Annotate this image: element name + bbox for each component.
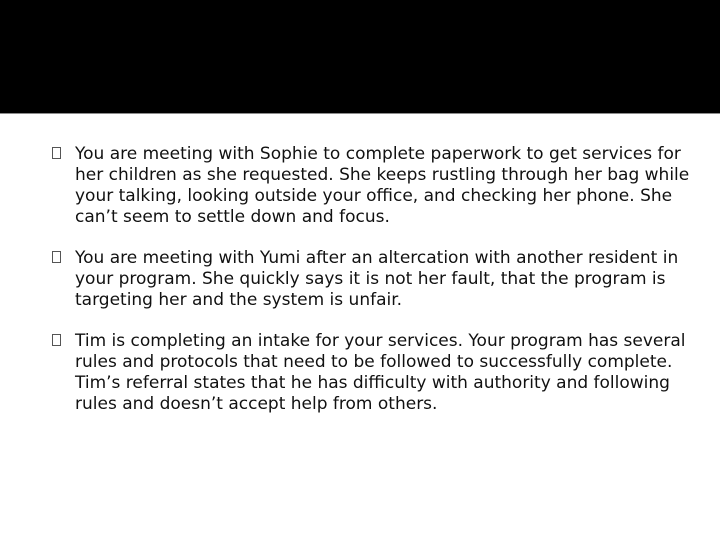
bullet-item [52,144,692,228]
box-bullet-icon [52,334,61,346]
box-bullet-icon [52,251,61,263]
bullet-text: You are meeting with Sophie to complete paperwork to get services for her children as she requested. She keeps rustling through her bag while your talking, looking outside your office, and checking her phone. She can’t seem to settle down and focus. [75,144,690,227]
bullet-text: Tim is completing an intake for your services. Your program has several rules and protocols that need to be followed to successfully complete. Tim’s referral states that he has difficulty with authority and following rules and doesn’t accept help from others. [75,331,686,414]
box-bullet-icon [52,147,61,159]
header-divider [0,113,720,114]
header-band [0,0,720,113]
bullet-item [52,331,692,415]
bullet-text: You are meeting with Yumi after an altercation with another resident in your program. She quickly says it is not her fault, that the program is targeting her and the system is unfair. [75,248,679,310]
bullet-list [52,144,692,435]
bullet-item [52,248,692,311]
